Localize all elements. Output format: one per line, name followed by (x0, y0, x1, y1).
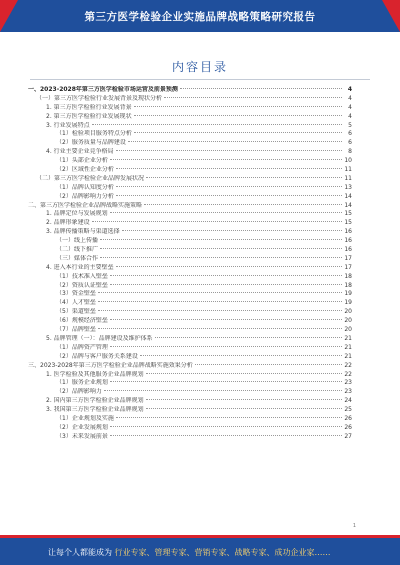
toc-entry[interactable] (28, 317, 352, 326)
toc-entry-page: 16 (344, 246, 352, 254)
toc-leader-dots (98, 310, 342, 311)
toc-entry[interactable] (28, 246, 352, 255)
toc-entry[interactable] (28, 122, 352, 131)
toc-entry[interactable] (28, 264, 352, 273)
toc-entry-text: （三）媒体合作 (56, 254, 99, 262)
toc-entry[interactable] (28, 371, 352, 380)
toc-entry[interactable] (28, 362, 352, 371)
toc-entry-text: （6）规模经济壁垒 (56, 317, 108, 325)
toc-leader-dots (155, 337, 342, 338)
toc-leader-dots (116, 195, 342, 196)
toc-entry-page: 17 (344, 254, 352, 262)
toc-entry-text: （1）品牌认知度分析 (56, 183, 114, 191)
report-title: 第三方医学检验企业实施品牌战略策略研究报告 (84, 11, 316, 23)
toc-entry-page: 6 (348, 130, 352, 138)
toc-entry-page: 20 (344, 317, 352, 325)
toc-entry-text: （1）头部企业分析 (56, 157, 108, 165)
toc-entry-text: 二、第三方医学检验企业品牌战略实施策略 (28, 201, 143, 209)
toc-leader-dots (134, 115, 342, 116)
toc-entry-text: （2）品牌与客户服务关系建设 (56, 352, 138, 360)
toc-entry-page: 21 (344, 352, 352, 360)
toc-leader-dots (195, 364, 342, 365)
toc-entry[interactable] (28, 335, 352, 344)
toc-entry-page: 17 (344, 263, 352, 271)
toc-leader-dots (98, 292, 342, 293)
toc-entry-page: 15 (344, 219, 352, 227)
toc-entry-page: 23 (344, 388, 352, 396)
toc-leader-dots (144, 204, 342, 205)
page-number: 1 (352, 523, 356, 529)
toc-entry[interactable] (28, 255, 352, 264)
toc-entry-page: 5 (348, 121, 352, 129)
toc-entry-text: 4. 行业主要企业竞争格局 (46, 148, 114, 156)
toc-entry-text: （2）资质认证壁垒 (56, 281, 108, 289)
toc-entry-page: 27 (344, 432, 352, 440)
toc-entry-page: 21 (344, 343, 352, 351)
toc-entry-page: 10 (344, 157, 352, 165)
toc-entry[interactable] (28, 95, 352, 104)
toc-leader-dots (110, 284, 342, 285)
toc-entry[interactable] (28, 86, 352, 95)
toc-entry-text: （2）企业发展规划 (56, 423, 108, 431)
toc-entry-text: （1）技术准入壁垒 (56, 272, 108, 280)
toc-entry[interactable] (28, 282, 352, 291)
toc-entry-page: 4 (348, 112, 352, 120)
toc-leader-dots (116, 186, 342, 187)
toc-entry[interactable] (28, 193, 352, 202)
toc-entry-text: 2. 国内第三方医学检验企业品牌规划 (46, 397, 144, 405)
toc-leader-dots (134, 106, 342, 107)
report-header (0, 0, 400, 32)
toc-leader-dots (110, 319, 342, 320)
toc-entry-text: 3. 品牌传播策略与渠道选择 (46, 228, 120, 236)
toc-entry[interactable] (28, 202, 352, 211)
toc-entry[interactable] (28, 397, 352, 406)
toc-leader-dots (146, 399, 342, 400)
toc-entry-text: 5. 品牌管理（一）：品牌建设及维护体系 (46, 334, 153, 342)
toc-entry-text: 2. 品牌形象建设 (46, 219, 90, 227)
footer-red-stripe (0, 535, 400, 538)
toc-entry-text: 3. 行业发展特点 (46, 121, 90, 129)
toc-entry-text: 3. 我国第三方医学检验企业品牌规划 (46, 406, 144, 414)
toc-entry[interactable] (28, 406, 352, 415)
toc-entry-text: （5）渠道壁垒 (56, 308, 96, 316)
toc-leader-dots (92, 124, 342, 125)
toc-entry-text: （4）人才壁垒 (56, 299, 96, 307)
toc-entry-text: （1）品牌资产管理 (56, 343, 108, 351)
toc-entry[interactable] (28, 104, 352, 113)
toc-entry-page: 8 (348, 148, 352, 156)
toc-entry-text: （3）未来发展前景 (56, 432, 108, 440)
toc-entry-page: 13 (344, 183, 352, 191)
toc-entry-page: 15 (344, 210, 352, 218)
toc-entry-page: 19 (344, 299, 352, 307)
toc-entry-page: 4 (348, 103, 352, 111)
toc-entry[interactable] (28, 379, 352, 388)
toc-entry[interactable] (28, 308, 352, 317)
toc-entry-page: 23 (344, 379, 352, 387)
footer-slogan-lead: 让每个人都能成为 (48, 548, 112, 557)
toc-entry[interactable] (28, 166, 352, 175)
toc-entry[interactable] (28, 139, 352, 148)
footer-slogan (48, 547, 331, 558)
toc-entry[interactable] (28, 273, 352, 282)
toc-entry-page: 14 (344, 192, 352, 200)
toc-leader-dots (110, 426, 342, 427)
toc-entry-text: （2）服务质量与品牌建设 (56, 139, 126, 147)
toc-entry[interactable] (28, 299, 352, 308)
toc-entry-text: （一）第三方医学检验行业发展背景及现状分析 (36, 94, 163, 102)
toc-entry[interactable] (28, 388, 352, 397)
toc-leader-dots (98, 328, 342, 329)
toc-leader-dots (140, 355, 342, 356)
toc-entry[interactable] (28, 130, 352, 139)
toc-entry[interactable] (28, 175, 352, 184)
toc-entry-page: 16 (344, 228, 352, 236)
toc-leader-dots (146, 373, 342, 374)
toc-entry-text: （一）线上传播 (56, 237, 99, 245)
toc-entry-page: 25 (344, 406, 352, 414)
toc-entry[interactable] (28, 353, 352, 362)
toc-entry-text: 2. 第三方医学检验行业发展现状 (46, 112, 132, 120)
toc-entry-page: 11 (344, 174, 352, 182)
toc-leader-dots (116, 168, 342, 169)
toc-leader-dots (104, 390, 342, 391)
toc-leader-dots (116, 266, 342, 267)
toc-leader-dots (92, 221, 342, 222)
toc-entry[interactable] (28, 148, 352, 157)
toc-entry-text: （2）品牌影响力分析 (56, 192, 114, 200)
toc-entry-page: 14 (344, 201, 352, 209)
toc-entry-text: （7）品牌壁垒 (56, 326, 96, 334)
toc-entry-page: 26 (344, 414, 352, 422)
toc-entry-page: 18 (344, 281, 352, 289)
toc-entry-text: 1. 品牌定位与发展规划 (46, 210, 108, 218)
toc-entry-page: 11 (344, 166, 352, 174)
footer-slogan-roles: 行业专家、管理专家、营销专家、战略专家、成功企业家…… (112, 548, 331, 557)
toc-leader-dots (116, 417, 342, 418)
toc-leader-dots (134, 132, 342, 133)
toc-leader-dots (110, 275, 342, 276)
toc-leader-dots (122, 230, 342, 231)
toc-entry-page: 21 (344, 334, 352, 342)
toc-entry[interactable] (28, 344, 352, 353)
toc-leader-dots (98, 301, 342, 302)
toc-entry-page: 6 (348, 139, 352, 147)
report-footer (0, 535, 400, 565)
toc-entry-page: 20 (344, 326, 352, 334)
toc-entry-text: 一、2023-2028年第三方医学检验市场运营及前景预测 (28, 86, 178, 93)
toc-entry-page: 22 (344, 370, 352, 378)
toc-leader-dots (164, 97, 342, 98)
toc-leader-dots (128, 141, 342, 142)
toc-entry-text: （2）品牌影响力 (56, 388, 102, 396)
toc-entry-page: 18 (344, 272, 352, 280)
toc-leader-dots (110, 435, 342, 436)
toc-entry-page: 19 (344, 290, 352, 298)
toc-leader-dots (110, 212, 342, 213)
toc-heading: 内容目录 (171, 60, 228, 74)
toc-entry[interactable] (28, 424, 352, 433)
toc-leader-dots (146, 408, 342, 409)
toc-entry-page: 4 (348, 94, 352, 102)
toc-entry[interactable] (28, 113, 352, 122)
toc-leader-dots (180, 88, 342, 89)
toc-entry[interactable] (28, 290, 352, 299)
toc-entry-text: 1. 医学检验及其他服务企业品牌规划 (46, 370, 144, 378)
toc-leader-dots (100, 257, 342, 258)
toc-leader-dots (110, 381, 342, 382)
toc-entry-page: 22 (344, 361, 352, 369)
toc-entry-text: （1）服务企业规划 (56, 379, 108, 387)
toc-leader-dots (110, 159, 342, 160)
toc-leader-dots (100, 248, 342, 249)
toc-leader-dots (110, 346, 342, 347)
toc-entry[interactable] (28, 210, 352, 219)
toc-leader-dots (146, 177, 342, 178)
toc-entry[interactable] (28, 415, 352, 424)
toc-leader-dots (116, 150, 342, 151)
toc-entry-text: （2）区域性企业分析 (56, 166, 114, 174)
toc-entry[interactable] (28, 228, 352, 237)
toc-entry-page: 16 (344, 237, 352, 245)
toc-entry-text: 三、2023-2028年第三方医学检验企业品牌战略实施效果分析 (28, 361, 193, 369)
toc-entry-page: 26 (344, 423, 352, 431)
toc-entry[interactable] (28, 219, 352, 228)
toc-entry-text: （1）企业规划及实施 (56, 414, 114, 422)
toc-divider (30, 79, 370, 80)
toc-entry[interactable] (28, 184, 352, 193)
toc-entry-text: （二）第三方医学检验企业品牌发展状况 (36, 174, 145, 182)
toc-entry-page: 24 (344, 397, 352, 405)
toc-entry[interactable] (28, 326, 352, 335)
toc-entry-text: 1. 第三方医学检验行业发展背景 (46, 103, 132, 111)
toc-entry-text: （二）线下推广 (56, 246, 99, 254)
toc-entry-text: （3）资金壁垒 (56, 290, 96, 298)
toc-entry-text: （1）检验项目服务特点分析 (56, 130, 132, 138)
toc-entry-text: 4. 进入本行业的主要壁垒 (46, 263, 114, 271)
toc-leader-dots (100, 239, 342, 240)
table-of-contents (28, 86, 352, 442)
toc-entry[interactable] (28, 433, 352, 442)
toc-entry[interactable] (28, 157, 352, 166)
toc-entry-page: 20 (344, 308, 352, 316)
toc-entry-page: 4 (347, 86, 352, 93)
toc-entry[interactable] (28, 237, 352, 246)
